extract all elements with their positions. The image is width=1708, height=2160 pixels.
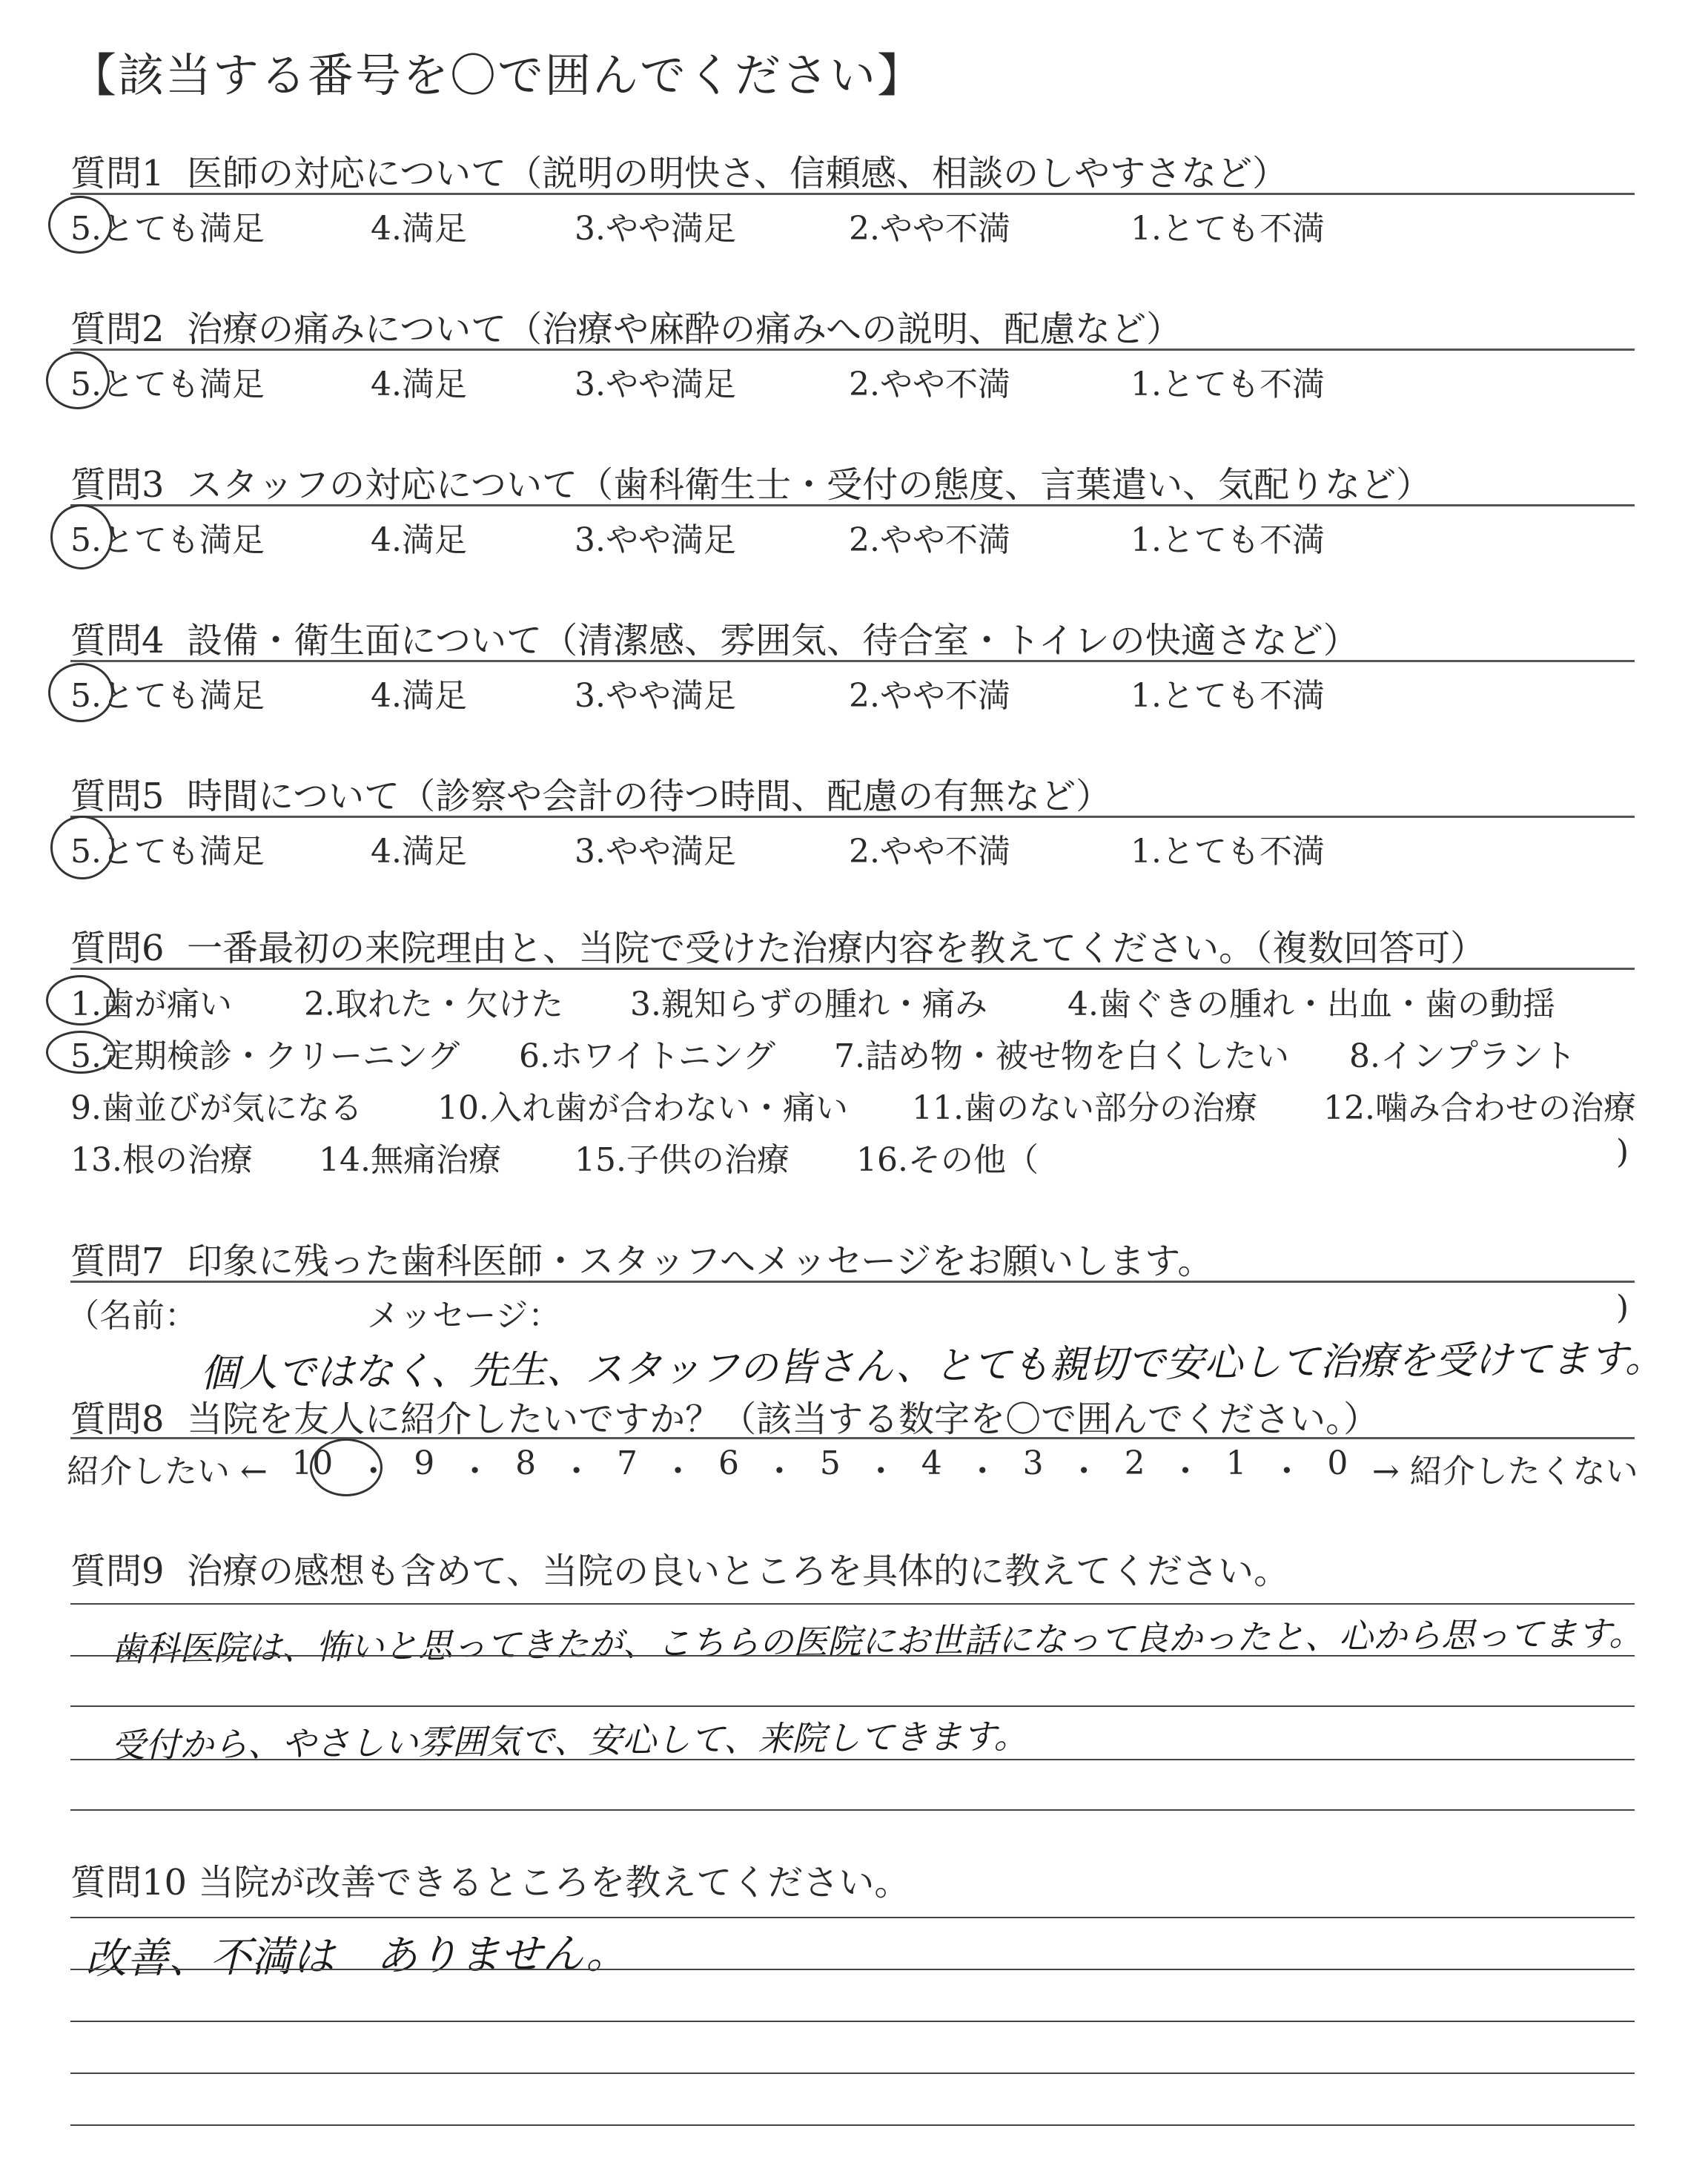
divider [70,1437,1635,1439]
rating-option-3[interactable]: 3.やや満足 [575,210,736,248]
reason-option-16[interactable]: 16.その他（ [856,1141,1039,1179]
handwritten-answer-line-2: 受付から、やさしい雰囲気で、安心して、来院してきます。 [110,1716,1028,1766]
reason-option-1[interactable]: 1.歯が痛い [70,985,232,1023]
rating-option-1[interactable]: 1.とても不満 [1131,521,1325,559]
scale-separator: ・ [1270,1453,1303,1490]
reason-option-13[interactable]: 13.根の治療 [70,1141,253,1179]
question-label: 質問8 [70,1398,165,1440]
question-text: スタッフの対応について（歯科衛生士・受付の態度、言葉遣い、気配りなど） [187,464,1432,506]
question-label: 質問3 [70,464,165,506]
selection-circle [310,1439,383,1496]
scale-1[interactable]: 1 [1225,1444,1247,1482]
selection-circle [48,663,113,722]
question-text: 当院が改善できるところを教えてください。 [198,1862,910,1903]
scale-separator: ・ [966,1453,999,1490]
rating-option-5[interactable]: 5.とても満足 [70,366,265,403]
divider [70,1281,1635,1283]
question-label: 質問2 [70,308,165,350]
divider [70,968,1635,970]
rating-option-1[interactable]: 1.とても不満 [1131,677,1325,715]
question-label: 質問7 [70,1241,165,1282]
answer-line [70,1969,1635,1970]
question-text: 当院を友人に紹介したいですか？（該当する数字を〇で囲んでください。） [187,1398,1380,1440]
question-text: 印象に残った歯科医師・スタッフへメッセージをお願いします。 [187,1241,1214,1282]
selection-circle [46,351,110,409]
scale-separator: ・ [1068,1453,1101,1490]
question-text: 設備・衛生面について（清潔感、雰囲気、待合室・トイレの快適さなど） [187,620,1359,661]
reason-option-10[interactable]: 10.入れ歯が合わない・痛い [437,1089,848,1127]
rating-option-5[interactable]: 5.とても満足 [70,210,265,248]
scale-4[interactable]: 4 [921,1444,942,1482]
reason-option-11[interactable]: 11.歯のない部分の治療 [912,1089,1257,1127]
question-text: 医師の対応について（説明の明快さ、信頼感、相談のしやすさなど） [187,153,1288,194]
rating-option-1[interactable]: 1.とても不満 [1131,833,1325,871]
question-9-heading [70,1542,1289,1593]
scale-separator: ・ [763,1453,796,1490]
rating-option-4[interactable]: 4.満足 [371,833,467,871]
message-close-paren: ) [1616,1289,1629,1327]
question-label: 質問9 [70,1550,165,1592]
handwritten-answer-line-1: 歯科医院は、怖いと思ってきたが、こちらの医院にお世話になって良かったと、心から思ってます。 [110,1613,1644,1669]
divider [70,504,1635,506]
scale-3[interactable]: 3 [1022,1444,1044,1482]
scale-separator: ・ [864,1453,898,1490]
scale-8[interactable]: 8 [515,1444,537,1482]
rating-option-4[interactable]: 4.満足 [371,210,467,248]
rating-option-1[interactable]: 1.とても不満 [1131,366,1325,403]
question-text: 治療の感想も含めて、当院の良いところを具体的に教えてください。 [187,1550,1290,1592]
question-text: 治療の痛みについて（治療や麻酔の痛みへの説明、配慮など） [187,308,1182,350]
scale-right-label: → 紹介したくない [1371,1453,1638,1490]
reason-option-12[interactable]: 12.噛み合わせの治療 [1323,1089,1636,1127]
rating-option-5[interactable]: 5.とても満足 [70,521,265,559]
question-label: 質問10 [70,1862,188,1903]
scale-separator: ・ [1169,1453,1202,1490]
reason-option-5[interactable]: 5.定期検診・クリーニング [70,1037,460,1075]
question-4-heading [70,612,1359,663]
answer-line [70,2021,1635,2022]
selection-circle [50,816,114,879]
rating-option-4[interactable]: 4.満足 [371,366,467,403]
rating-option-5[interactable]: 5.とても満足 [70,677,265,715]
scale-10[interactable]: 10 [291,1444,334,1482]
recommendation-scale [67,1444,1638,1492]
rating-option-2[interactable]: 2.やや不満 [849,366,1010,403]
reason-option-9[interactable]: 9.歯並びが気になる [70,1089,363,1127]
answer-line [70,1759,1635,1760]
rating-option-2[interactable]: 2.やや不満 [849,833,1010,871]
scale-separator: ・ [357,1453,390,1490]
question-label: 質問5 [70,776,165,817]
question-1-heading [70,145,1288,196]
question-10-heading [70,1854,910,1905]
divider [70,660,1635,662]
handwritten-message: 個人ではなく、先生、スタッフの皆さん、とても親切で安心して治療を受けてます。 [199,1336,1664,1396]
question-label: 質問1 [70,153,165,194]
scale-9[interactable]: 9 [414,1444,435,1482]
rating-option-3[interactable]: 3.やや満足 [575,833,736,871]
question-5-heading [70,767,1111,819]
rating-option-2[interactable]: 2.やや不満 [849,210,1010,248]
message-label: メッセージ： [367,1297,561,1335]
question-3-heading [70,456,1431,507]
rating-option-3[interactable]: 3.やや満足 [575,677,736,715]
rating-option-5[interactable]: 5.とても満足 [70,833,265,871]
answer-line [70,1809,1635,1811]
scale-6[interactable]: 6 [718,1444,739,1482]
scale-left-label: 紹介したい ← [67,1453,268,1490]
rating-option-4[interactable]: 4.満足 [371,521,467,559]
answer-line [70,2073,1635,2074]
reason-option-15[interactable]: 15.子供の治療 [575,1141,790,1179]
rating-option-1[interactable]: 1.とても不満 [1131,210,1325,248]
reason-option-14[interactable]: 14.無痛治療 [319,1141,501,1179]
divider [70,193,1635,195]
selection-circle [46,975,116,1025]
handwritten-answer: 改善、不満は ありません。 [85,1929,628,1984]
scale-separator: ・ [560,1453,593,1490]
selection-circle [48,196,112,254]
scale-separator: ・ [458,1453,491,1490]
question-text: 一番最初の来院理由と、当院で受けた治療内容を教えてください。（複数回答可） [187,928,1486,969]
scale-0[interactable]: 0 [1327,1444,1348,1482]
question-8-heading [70,1390,1379,1441]
answer-line [70,1705,1635,1707]
answer-line [70,1917,1635,1918]
scale-2[interactable]: 2 [1124,1444,1145,1482]
answer-line [70,2124,1635,2126]
rating-option-2[interactable]: 2.やや不満 [849,521,1010,559]
question-2-heading [70,300,1182,351]
divider [70,816,1635,818]
reason-option-8[interactable]: 8.インプラント [1349,1037,1576,1075]
selection-circle [50,504,113,569]
rating-option-2[interactable]: 2.やや不満 [849,677,1010,715]
instruction-text: 【該当する番号を〇で囲んでください】 [70,48,925,102]
rating-option-3[interactable]: 3.やや満足 [575,521,736,559]
rating-option-3[interactable]: 3.やや満足 [575,366,736,403]
selection-circle [46,1031,116,1074]
reason-option-7[interactable]: 7.詰め物・被せ物を白くしたい [834,1037,1289,1075]
reason-option-6[interactable]: 6.ホワイトニング [519,1037,776,1075]
question-label: 質問6 [70,928,165,969]
rating-option-4[interactable]: 4.満足 [371,677,467,715]
divider [70,349,1635,351]
question-6-heading [70,919,1486,971]
question-7-heading [70,1232,1213,1284]
question-text: 時間について（診察や会計の待つ時間、配慮の有無など） [187,776,1112,817]
answer-line [70,1655,1635,1657]
scale-5[interactable]: 5 [819,1444,841,1482]
reason-option-2[interactable]: 2.取れた・欠けた [304,985,563,1023]
reason-option-3[interactable]: 3.親知らずの腫れ・痛み [630,985,987,1023]
reason-option-4[interactable]: 4.歯ぐきの腫れ・出血・歯の動揺 [1068,985,1555,1023]
question-label: 質問4 [70,620,165,661]
scale-7[interactable]: 7 [617,1444,638,1482]
other-close-paren: ) [1616,1133,1629,1171]
scale-separator: ・ [661,1453,695,1490]
name-label: （名前： [67,1297,197,1335]
answer-line [70,1603,1635,1605]
